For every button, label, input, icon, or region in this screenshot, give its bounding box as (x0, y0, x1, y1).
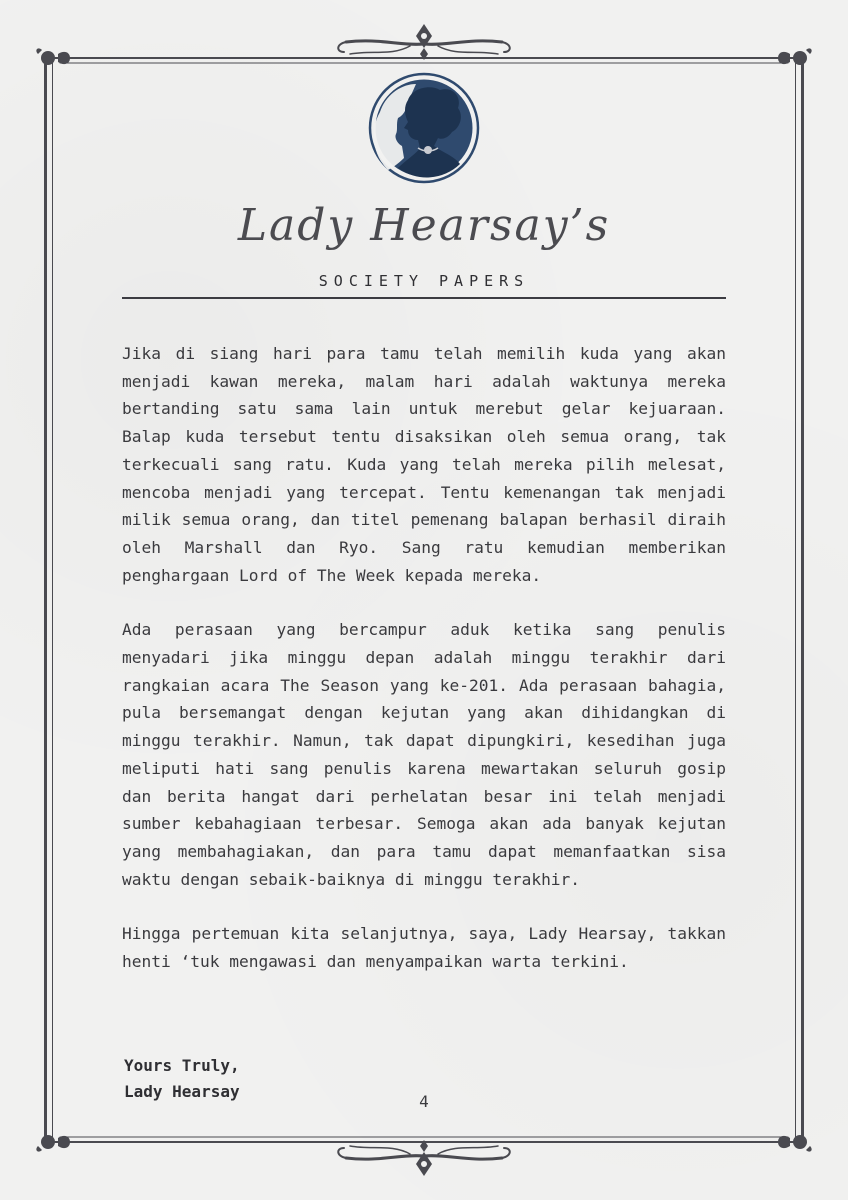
masthead-divider (122, 297, 726, 299)
paragraph-1: Jika di siang hari para tamu telah memilih kuda yang akan menjadi kawan mereka, malam hari adalah waktunya mereka bertanding satu sama lain untuk merebut gelar kejuaraan. Balap kuda tersebut tentu disaksikan oleh semua orang, tak terkecuali sang ratu. Kuda yang telah mereka pilih melesat, mencoba menjadi yang tercepat. Tentu kemenangan tak menjadi milik semua orang, dan titel pemenang balapan berhasil diraih oleh Marshall dan Ryo. Sang ratu kemudian memberikan penghargaan Lord of The Week kepada mereka. (122, 344, 726, 585)
bottom-ornament (0, 1110, 848, 1190)
masthead-title: Lady Hearsay’s (237, 200, 611, 251)
silhouette-logo (368, 72, 480, 184)
signoff-greeting: Yours Truly, (124, 1056, 240, 1075)
page-number: 4 (419, 1092, 429, 1111)
signoff-name: Lady Hearsay (124, 1082, 240, 1101)
paragraph-3: Hingga pertemuan kita selanjutnya, saya, Lady Hearsay, takkan henti ‘tuk mengawasi dan menyampaikan warta terkini. (122, 924, 726, 972)
paragraph-2: Ada perasaan yang bercampur aduk ketika sang penulis menyadari jika minggu depan adalah minggu terakhir dari rangkaian acara The Season yang ke-201. Ada perasaan bahagia, pula bersemangat dengan kejutan yang akan dihidangkan di minggu terakhir. Namun, tak dapat dipungkiri, kesedihan juga meliputi hati sang penulis karena mewartakan seluruh gosip dan berita hangat dari perhelatan besar ini telah menjadi sumber kebahagiaan terbesar. Semoga akan ada banyak kejutan yang membahagiakan, dan para tamu dapat memanfaatkan sisa waktu dengan sebaik-baiknya di minggu terakhir. (122, 620, 726, 889)
masthead-subtitle: SOCIETY PAPERS (318, 272, 530, 290)
article-body (122, 340, 726, 1003)
